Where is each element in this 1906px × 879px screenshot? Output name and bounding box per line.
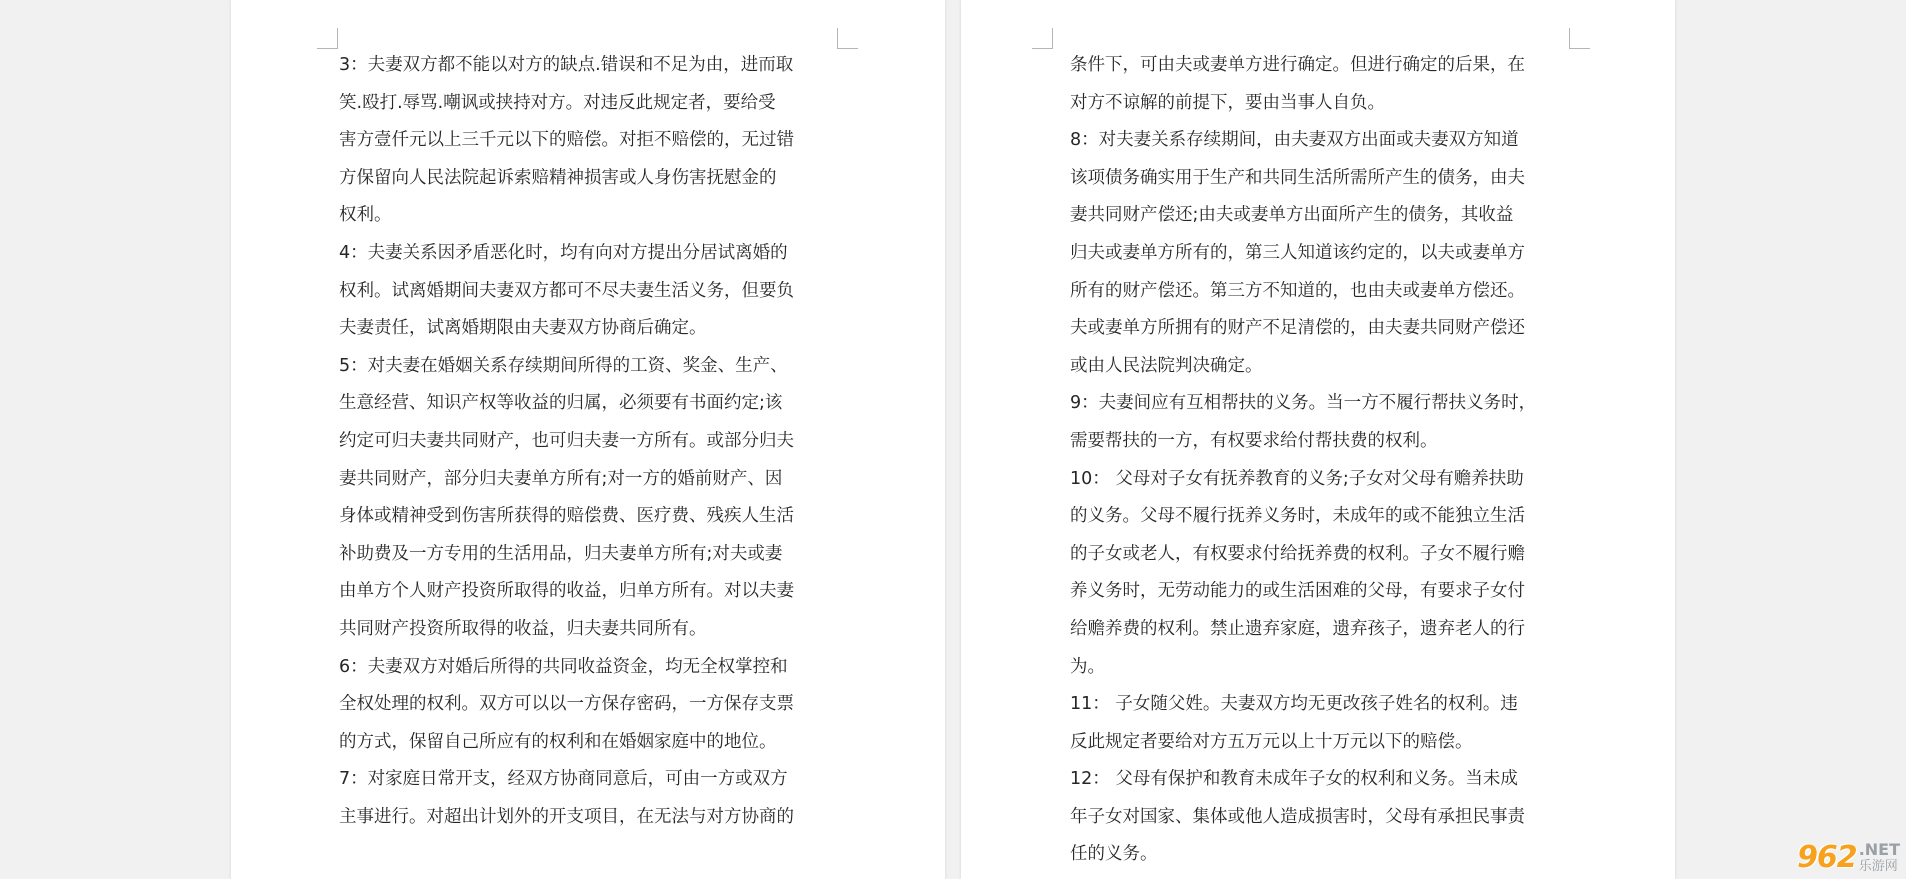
text-line: 10： 父母对子女有抚养教育的义务;子女对父母有赡养扶助 [1070,468,1524,489]
text-line: 生意经营、知识产权等收益的归属，必须要有书面约定;该 [339,393,783,414]
text-line: 对方不谅解的前提下，要由当事人自负。 [1070,92,1385,113]
text-line: 3：夫妻双方都不能以对方的缺点.错误和不足为由，进而取 [339,55,794,75]
text-line: 年子女对国家、集体或他人造成损害时，父母有承担民事责 [1070,806,1525,827]
site-watermark-logo [1797,840,1900,875]
text-line: 或由人民法院判决确定。 [1070,355,1263,376]
text-line: 夫妻责任，试离婚期限由夫妻双方协商后确定。 [339,318,707,339]
text-line: 任的义务。 [1070,844,1158,865]
text-line: 全权处理的权利。双方可以以一方保存密码，一方保存支票 [339,694,794,715]
text-line: 妻共同财产，部分归夫妻单方所有;对一方的婚前财产、因 [339,468,783,489]
watermark-number: 962 [1797,840,1857,875]
text-line: 由单方个人财产投资所取得的收益，归单方所有。对以夫妻 [339,581,794,602]
margin-corner-top-right [837,28,858,49]
document-page-left [231,0,945,879]
text-line: 害方壹仟元以上三千元以下的赔偿。对拒不赔偿的，无过错 [339,130,794,151]
text-line: 共同财产投资所取得的收益，归夫妻共同所有。 [339,618,707,639]
text-line: 归夫或妻单方所有的，第三人知道该约定的，以夫或妻单方 [1070,242,1525,263]
text-line: 约定可归夫妻共同财产，也可归夫妻一方所有。或部分归夫 [339,430,794,451]
text-line: 的义务。父母不履行抚养义务时，未成年的或不能独立生活 [1070,506,1525,527]
text-line: 8：对夫妻关系存续期间，由夫妻双方出面或夫妻双方知道 [1070,130,1519,151]
text-line: 方保留向人民法院起诉索赔精神损害或人身伤害抚慰金的 [339,167,777,188]
text-line: 的方式，保留自己所应有的权利和在婚姻家庭中的地位。 [339,731,777,752]
text-line: 补助费及一方专用的生活用品，归夫妻单方所有;对夫或妻 [339,543,783,564]
text-line: 4：夫妻关系因矛盾恶化时，均有向对方提出分居试离婚的 [339,242,788,263]
text-line: 妻共同财产偿还;由夫或妻单方出面所产生的债务，其收益 [1070,205,1514,226]
text-line: 的子女或老人，有权要求付给抚养费的权利。子女不履行赡 [1070,543,1525,564]
text-line: 权利。 [339,205,392,226]
text-line: 主事进行。对超出计划外的开支项目，在无法与对方协商的 [339,806,794,827]
text-line: 反此规定者要给对方五万元以上十万元以下的赔偿。 [1070,731,1473,752]
watermark-site-name: 乐游网 [1858,859,1898,874]
margin-corner-top-left [317,28,338,49]
text-line: 给赡养费的权利。禁止遗弃家庭，遗弃孩子，遗弃老人的行 [1070,618,1525,639]
text-line: 11： 子女随父姓。夫妻双方均无更改孩子姓名的权利。违 [1070,694,1518,715]
text-line: 养义务时，无劳动能力的或生活困难的父母，有要求子女付 [1070,581,1525,602]
margin-corner-top-left [1032,28,1053,49]
page-text-right[interactable] [1070,47,1570,874]
text-line: 条件下，可由夫或妻单方进行确定。但进行确定的后果，在 [1070,55,1525,75]
text-line: 权利。试离婚期间夫妻双方都可不尽夫妻生活义务，但要负 [339,280,794,301]
text-line: 该项债务确实用于生产和共同生活所需所产生的债务，由夫 [1070,167,1525,188]
text-line: 5：对夫妻在婚姻关系存续期间所得的工资、奖金、生产、 [339,355,788,376]
text-line: 夫或妻单方所拥有的财产不足清偿的，由夫妻共同财产偿还 [1070,318,1525,339]
page-text-left[interactable] [339,47,839,836]
text-line: 笑.殴打.辱骂.嘲讽或挟持对方。对违反此规定者，要给受 [339,92,776,113]
document-page-right [961,0,1675,879]
text-line: 7：对家庭日常开支，经双方协商同意后，可由一方或双方 [339,769,788,790]
text-line: 9：夫妻间应有互相帮扶的义务。当一方不履行帮扶义务时， [1070,393,1537,414]
text-line: 需要帮扶的一方，有权要求给付帮扶费的权利。 [1070,430,1438,451]
text-line: 为。 [1070,656,1105,677]
watermark-domain: .NET [1858,840,1900,859]
text-line: 所有的财产偿还。第三方不知道的，也由夫或妻单方偿还。 [1070,280,1525,301]
margin-corner-top-right [1569,28,1590,49]
text-line: 6：夫妻双方对婚后所得的共同收益资金，均无全权掌控和 [339,656,788,677]
text-line: 12： 父母有保护和教育未成年子女的权利和义务。当未成 [1070,769,1518,790]
text-line: 身体或精神受到伤害所获得的赔偿费、医疗费、残疾人生活 [339,506,794,527]
